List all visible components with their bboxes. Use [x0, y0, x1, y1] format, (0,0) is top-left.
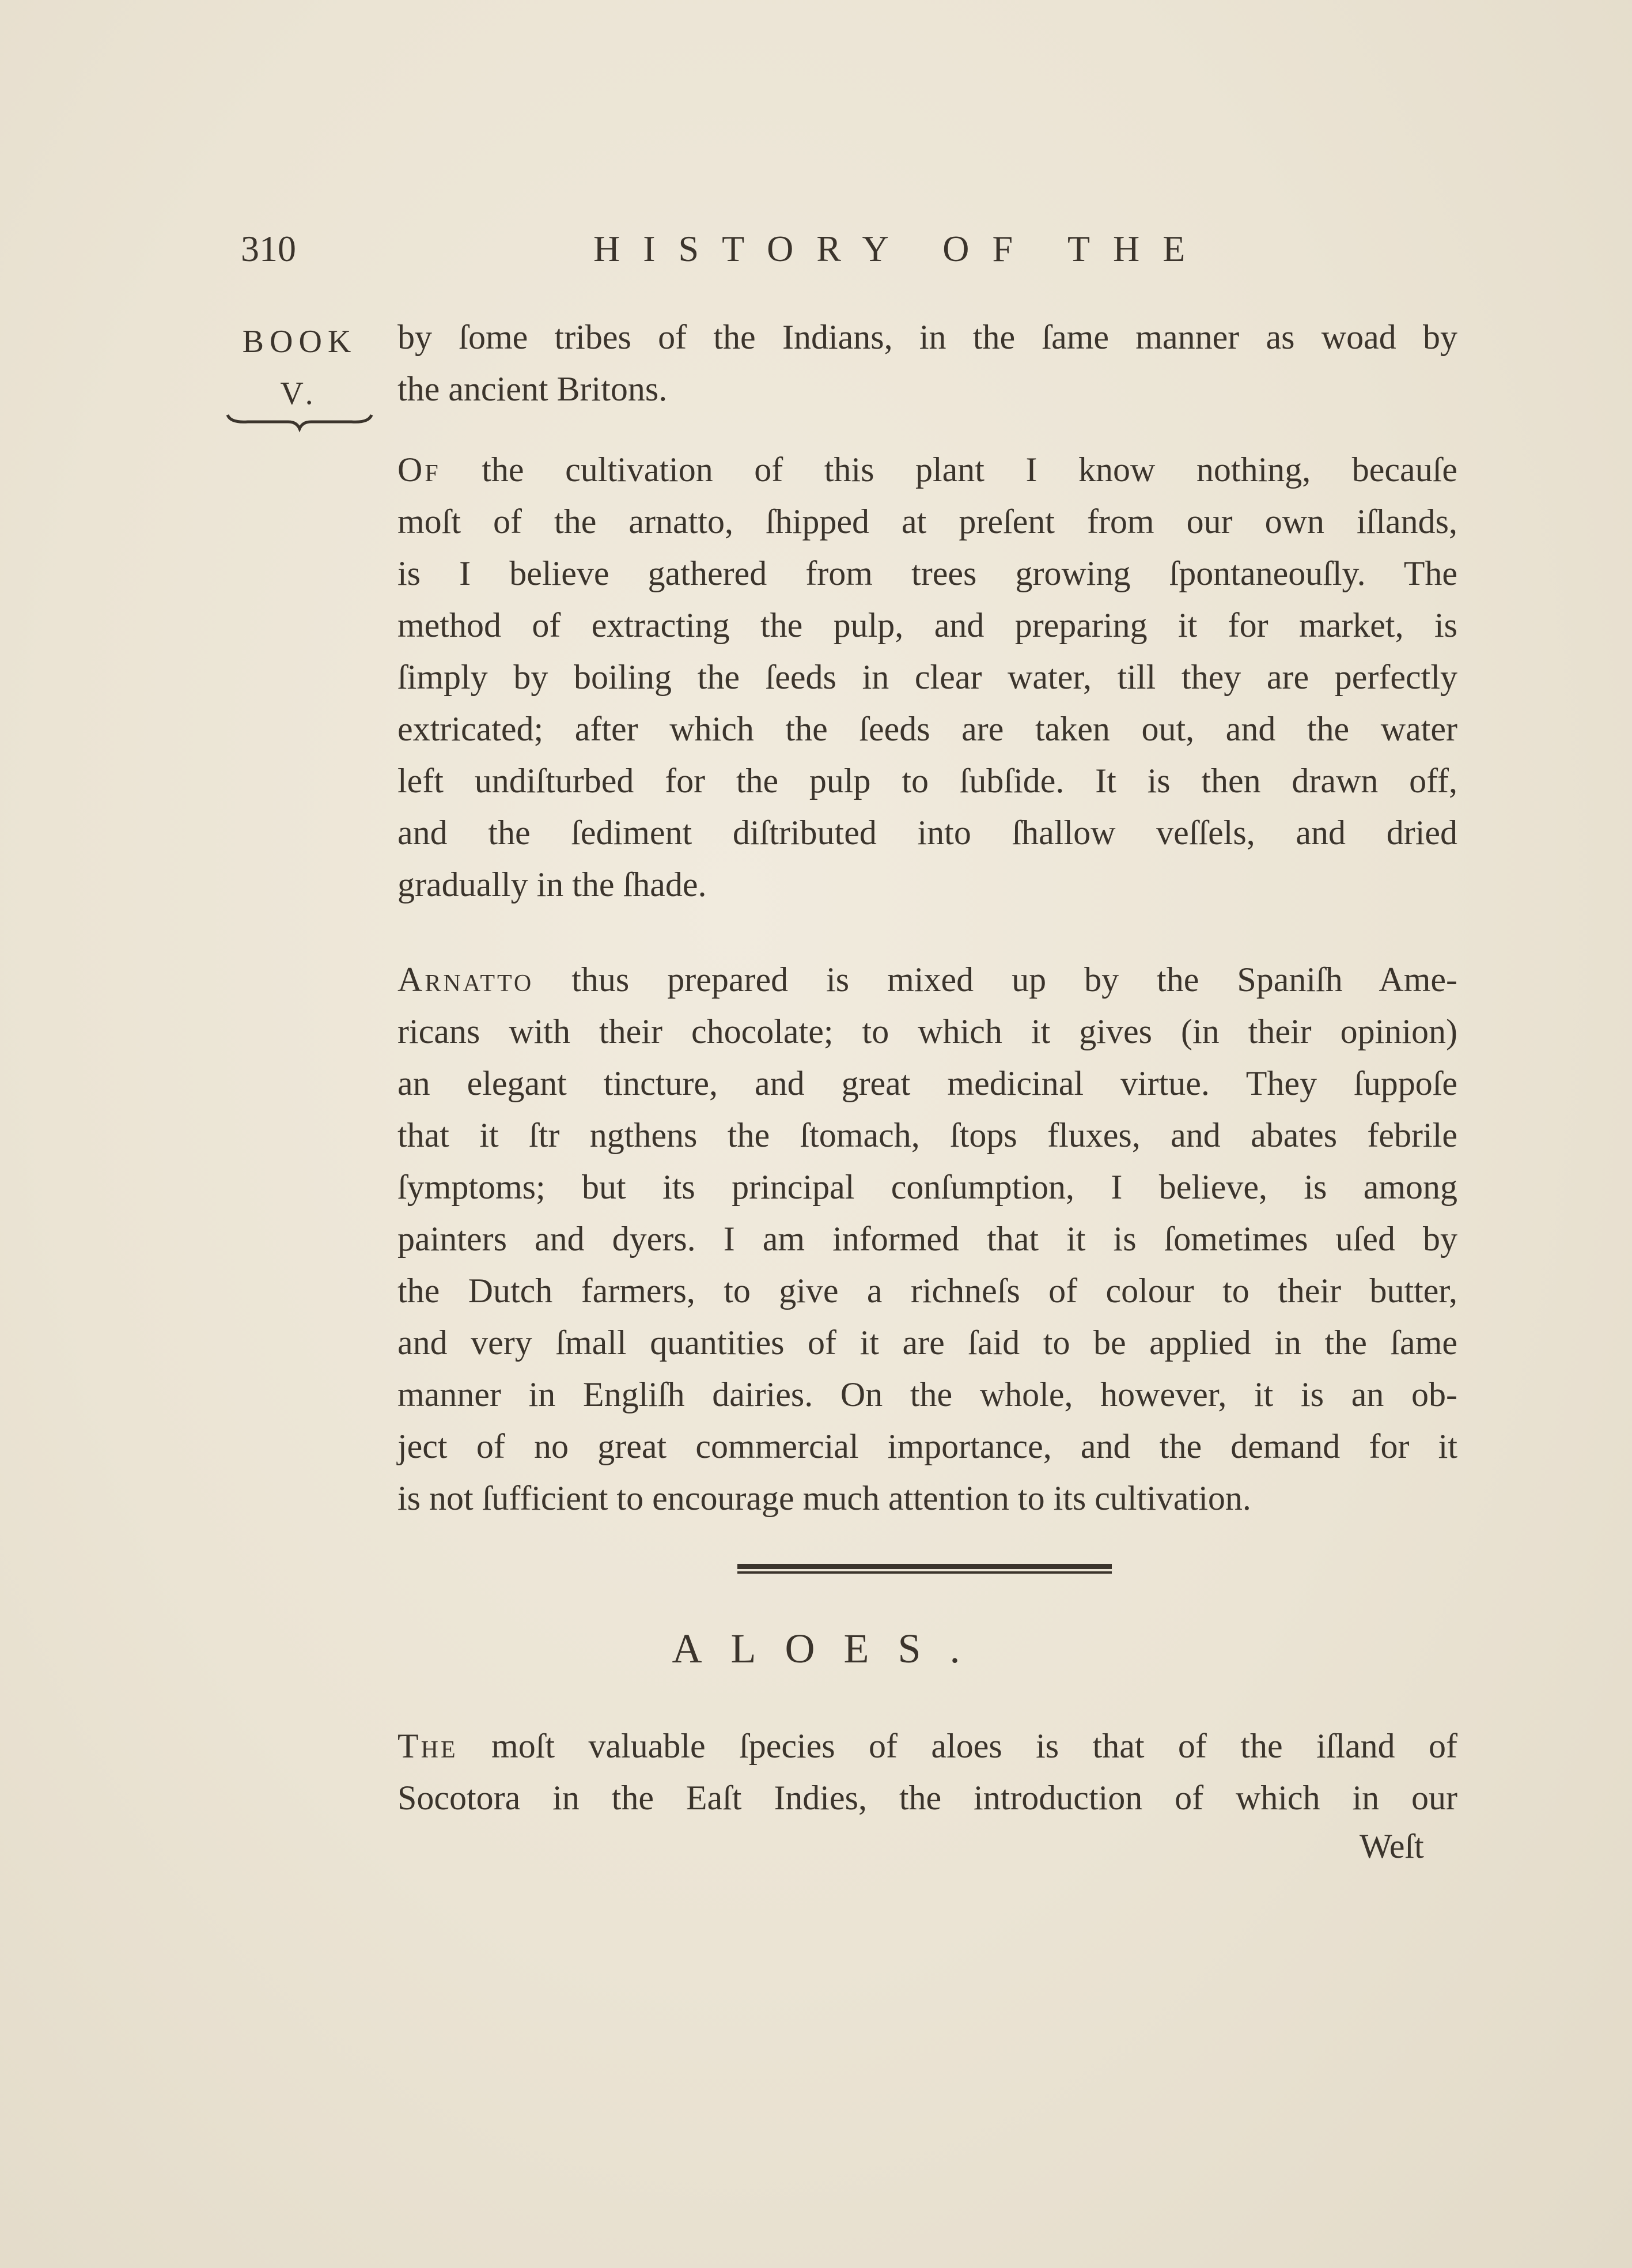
text-line-rest: the cultivation of this plant I know nothing, becauſe: [440, 451, 1457, 489]
text-line: an elegant tincture, and great medicinal virtue. They ſuppoſe: [397, 1064, 1457, 1102]
paragraph-lead-word: Of: [397, 451, 441, 489]
text-line: [397, 1720, 1457, 1772]
text-line: extricated; after which the ſeeds are taken out, and the water: [397, 710, 1457, 748]
text-line: [397, 954, 1457, 1006]
text-line: ricans with their chocolate; to which it gives (in their opinion): [397, 1012, 1457, 1050]
text-line: ſimply by boiling the ſeeds in clear water, till they are perfectly: [397, 658, 1457, 696]
paragraph-cultivation: [397, 444, 1457, 910]
text-line: left undiſturbed for the pulp to ſubſide. It is then drawn off,: [397, 762, 1457, 800]
paragraph-lead-word: The: [397, 1727, 458, 1765]
text-line: by ſome tribes of the Indians, in the ſame manner as woad by: [397, 318, 1457, 356]
paragraph-aloes: [397, 1720, 1457, 1824]
catchword: Weſt: [1360, 1827, 1424, 1865]
section-heading: ALOES.: [672, 1626, 989, 1672]
text-line: is I believe gathered from trees growing ſpontaneouſly. The: [397, 554, 1457, 592]
text-line: [397, 444, 1457, 496]
text-line: that it ſtr ngthens the ſtomach, ſtops fluxes, and abates febrile: [397, 1116, 1457, 1154]
text-line: and very ſmall quantities of it are ſaid to be applied in the ſame: [397, 1324, 1457, 1362]
margin-note-volume: V.: [280, 376, 319, 411]
margin-note-book: BOOK: [242, 324, 357, 360]
text-line: gradually in the ſhade.: [397, 865, 707, 904]
text-line: ject of no great commercial importance, and the demand for it: [397, 1427, 1457, 1465]
text-line: ſymptoms; but its principal conſumption, I believe, is among: [397, 1168, 1457, 1206]
text-line: the ancient Britons.: [397, 370, 668, 408]
running-head: HISTORY OF THE: [593, 228, 1209, 269]
margin-note: [225, 316, 374, 419]
text-line: is not ſufficient to encourage much attention to its cultivation.: [397, 1479, 1251, 1517]
text-line: moſt of the arnatto, ſhipped at preſent from our own iſlands,: [397, 502, 1457, 540]
text-line-rest: thus prepared is mixed up by the Spaniſh Ame-: [533, 961, 1457, 999]
text-line: Socotora in the Eaſt Indies, the introduction of which in our: [397, 1779, 1457, 1817]
paragraph-continuation: [397, 311, 1457, 415]
margin-brace-icon: [225, 410, 374, 433]
page-number: 310: [241, 228, 296, 269]
text-line: the Dutch farmers, to give a richneſs of colour to their butter,: [397, 1272, 1457, 1310]
paragraph-arnatto: [397, 954, 1457, 1524]
page-header: [0, 228, 1632, 285]
paragraph-lead-word: Arnatto: [397, 961, 534, 999]
text-line: method of extracting the pulp, and preparing it for market, is: [397, 606, 1457, 644]
section-divider-rule: [737, 1563, 1112, 1577]
text-line: and the ſediment diſtributed into ſhallow veſſels, and dried: [397, 814, 1457, 852]
text-line: painters and dyers. I am informed that it is ſometimes uſed by: [397, 1220, 1457, 1258]
text-line: manner in Engliſh dairies. On the whole, however, it is an ob-: [397, 1375, 1457, 1413]
text-line-rest: moſt valuable ſpecies of aloes is that of the iſland of: [457, 1727, 1457, 1765]
